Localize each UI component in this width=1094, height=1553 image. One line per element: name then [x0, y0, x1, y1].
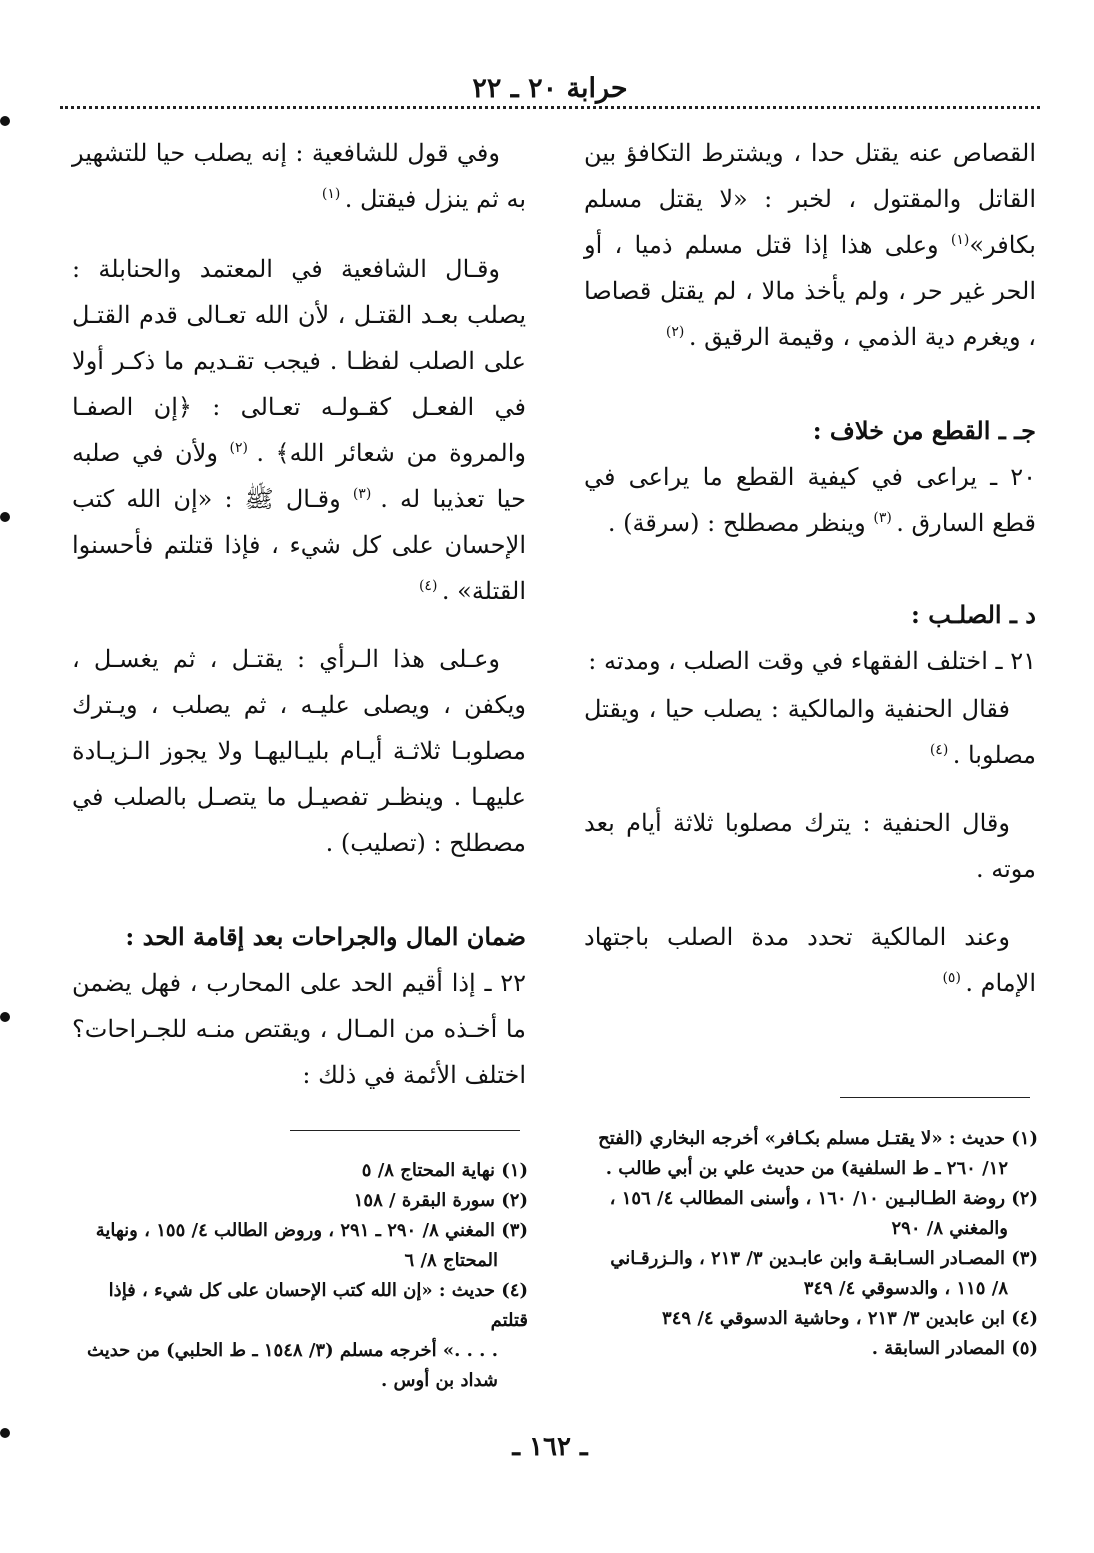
- footnotes-left: [66, 1156, 528, 1396]
- footnote-line: (٤) حديث : «إن الله كتب الإحسان على كل شيء ، فإذا قتلتم: [108, 1280, 528, 1331]
- footnote-divider-left: [290, 1130, 520, 1131]
- scan-edge-mark: [0, 116, 10, 126]
- footnote-line: (١) حديث : «لا يقتـل مسلم بكـافر» أخرجه البخاري (الفتح: [598, 1128, 1038, 1149]
- footnote-line: (٥) المصادر السابقة .: [871, 1338, 1038, 1359]
- footnote-line: ١٢/ ٢٦٠ ـ ط السلفية) من حديث علي بن أبي طالب .: [605, 1158, 1008, 1179]
- footnote-ref: (١): [321, 186, 345, 202]
- paragraph-text: وقـال ﷺ : «إن الله كتب الإحسان على كل شيء ، فإذا قتلتم فأحسنوا القتلة» .: [72, 485, 526, 605]
- paragraph-text: القصاص عنه يقتل حدا ، ويشترط التكافؤ بين القاتل والمقتول ، لخبر : «لا يقتل مسلم بكافر»: [584, 139, 1036, 259]
- paragraph-text: وقـال الشافعية في المعتمد والحنابلة : يصلب بعـد القتـل ، لأن الله تعـالى قدم القتـل على الصلب لفظـا . فيجب تقـديم ما ذكـر أولا في الفعـل كقـولـه تعـالى : ﴿إن الصفـا والمروة من شعائر الله﴾ .: [72, 255, 526, 467]
- footnote-line: (٢) سورة البقرة / ١٥٨: [353, 1190, 528, 1211]
- paragraph-maliki: [584, 914, 1036, 1006]
- footnote-ref: (٥): [942, 970, 966, 986]
- paragraph-21: ٢١ ـ اختلف الفقهاء في وقت الصلب ، ومدته :: [588, 647, 1036, 675]
- footnote-line: والمغني ٨/ ٢٩٠: [891, 1218, 1008, 1239]
- paragraph-hanafi: وقال الحنفية : يترك مصلوبا ثلاثة أيام بعد موته .: [584, 809, 1036, 883]
- footnote-line: (٢) روضة الطـالبـين ١٠/ ١٦٠ ، وأسنى المطالب ٤/ ١٥٦ ،: [609, 1188, 1038, 1209]
- footnote-ref: (٢): [665, 324, 689, 340]
- paragraph-text: وعند المالكية تحدد مدة الصلب باجتهاد الإمام .: [584, 923, 1036, 997]
- paragraph-hanafi-maliki: [584, 684, 1036, 778]
- paragraph-shafii: [72, 130, 526, 222]
- footnote-line: (٣) المصـادر السـابقـة وابن عابـدين ٣/ ٢١٣ ، والـزرقـاني: [610, 1248, 1038, 1269]
- footnote-ref: (١): [950, 232, 970, 248]
- header-dotted-rule: [60, 106, 1040, 109]
- paragraph-text: وعلى هذا إذا قتل مسلم ذميا ، أو الحر غير حر ، ولم يأخذ مالا ، لم يقتل قصاصا ، ويغرم دية الذمي ، وقيمة الرقيق .: [584, 231, 1036, 351]
- footnote-ref: (٢): [229, 440, 257, 456]
- paragraph-qisas: [584, 130, 1036, 360]
- footnote-divider-right: [840, 1097, 1030, 1098]
- section-heading-salb: د ـ الصلـب :: [911, 600, 1036, 629]
- paragraph-text: وينظر مصطلح : (سرقة) .: [607, 509, 874, 537]
- footnotes-right: [580, 1124, 1038, 1364]
- paragraph-22: ٢٢ ـ إذا أقيم الحد على المحارب ، فهل يضمن ما أخـذه من المـال ، ويقتص منـه للجـراحات؟ اختلف الأئمة في ذلك :: [72, 969, 526, 1089]
- footnote-line: (٣) المغني ٨/ ٢٩٠ ـ ٢٩١ ، وروض الطالب ٤/ ١٥٥ ، ونهاية: [95, 1220, 528, 1241]
- right-column: [584, 130, 1036, 1006]
- paragraph-text: وفي قول للشافعية : إنه يصلب حيا للتشهير به ثم ينزل فيقتل .: [72, 139, 526, 213]
- paragraph-ba3d-alqatl: [72, 246, 526, 614]
- page-number: ـ ١٦٢ ـ: [512, 1432, 588, 1462]
- footnote-ref: (٣): [873, 510, 897, 526]
- footnote-line: المحتاج ٨/ ٦: [404, 1250, 498, 1271]
- footnote-ref: (٤): [929, 742, 953, 758]
- scan-edge-mark: [0, 1428, 10, 1438]
- paragraph-text: ٢٠ ـ يراعى في كيفية القطع ما يراعى في قطع السارق .: [584, 463, 1036, 537]
- paragraph-text: ولأن في صلبه حيا تعذيبا له .: [72, 439, 526, 513]
- running-header: حرابة ٢٠ ـ ٢٢: [472, 73, 628, 104]
- section-heading-daman: ضمان المال والجراحات بعد إقامة الحد :: [125, 922, 526, 951]
- footnote-ref: (٤): [418, 578, 442, 594]
- scan-edge-mark: [0, 512, 10, 522]
- footnote-line: . . . .» أخرجه مسلم (٣/ ١٥٤٨ ـ ط الحلبي) من حديث: [87, 1340, 498, 1361]
- footnote-ref: (٣): [352, 486, 381, 502]
- footnote-line: (٤) ابن عابدين ٣/ ٢١٣ ، وحاشية الدسوقي ٤/ ٣٤٩: [662, 1308, 1038, 1329]
- footnote-line: شداد بن أوس .: [381, 1370, 498, 1391]
- paragraph-20: [584, 454, 1036, 546]
- footnote-line: ٨/ ١١٥ ، والدسوقي ٤/ ٣٤٩: [803, 1278, 1008, 1299]
- paragraph-ra2y: وعـلى هذا الـرأي : يقتـل ، ثم يغسـل ، ويكفن ، ويصلى عليـه ، ثم يصلب ، ويـترك مصلوبـا ثلاثـة أيـام بليـاليهـا ولا يجوز الـزيـادة عليهـا . وينظـر تفصيـل ما يتصـل بالصلب في مصطلح : (تصليب) .: [72, 645, 526, 857]
- paragraph-text: فقال الحنفية والمالكية : يصلب حيا ، ويقتل مصلوبا .: [584, 695, 1036, 769]
- left-column: [72, 130, 526, 1098]
- section-heading-qat: جـ ـ القطع من خلاف :: [812, 416, 1036, 445]
- scan-edge-mark: [0, 1012, 10, 1022]
- footnote-line: (١) نهاية المحتاج ٨/ ٥: [361, 1160, 528, 1181]
